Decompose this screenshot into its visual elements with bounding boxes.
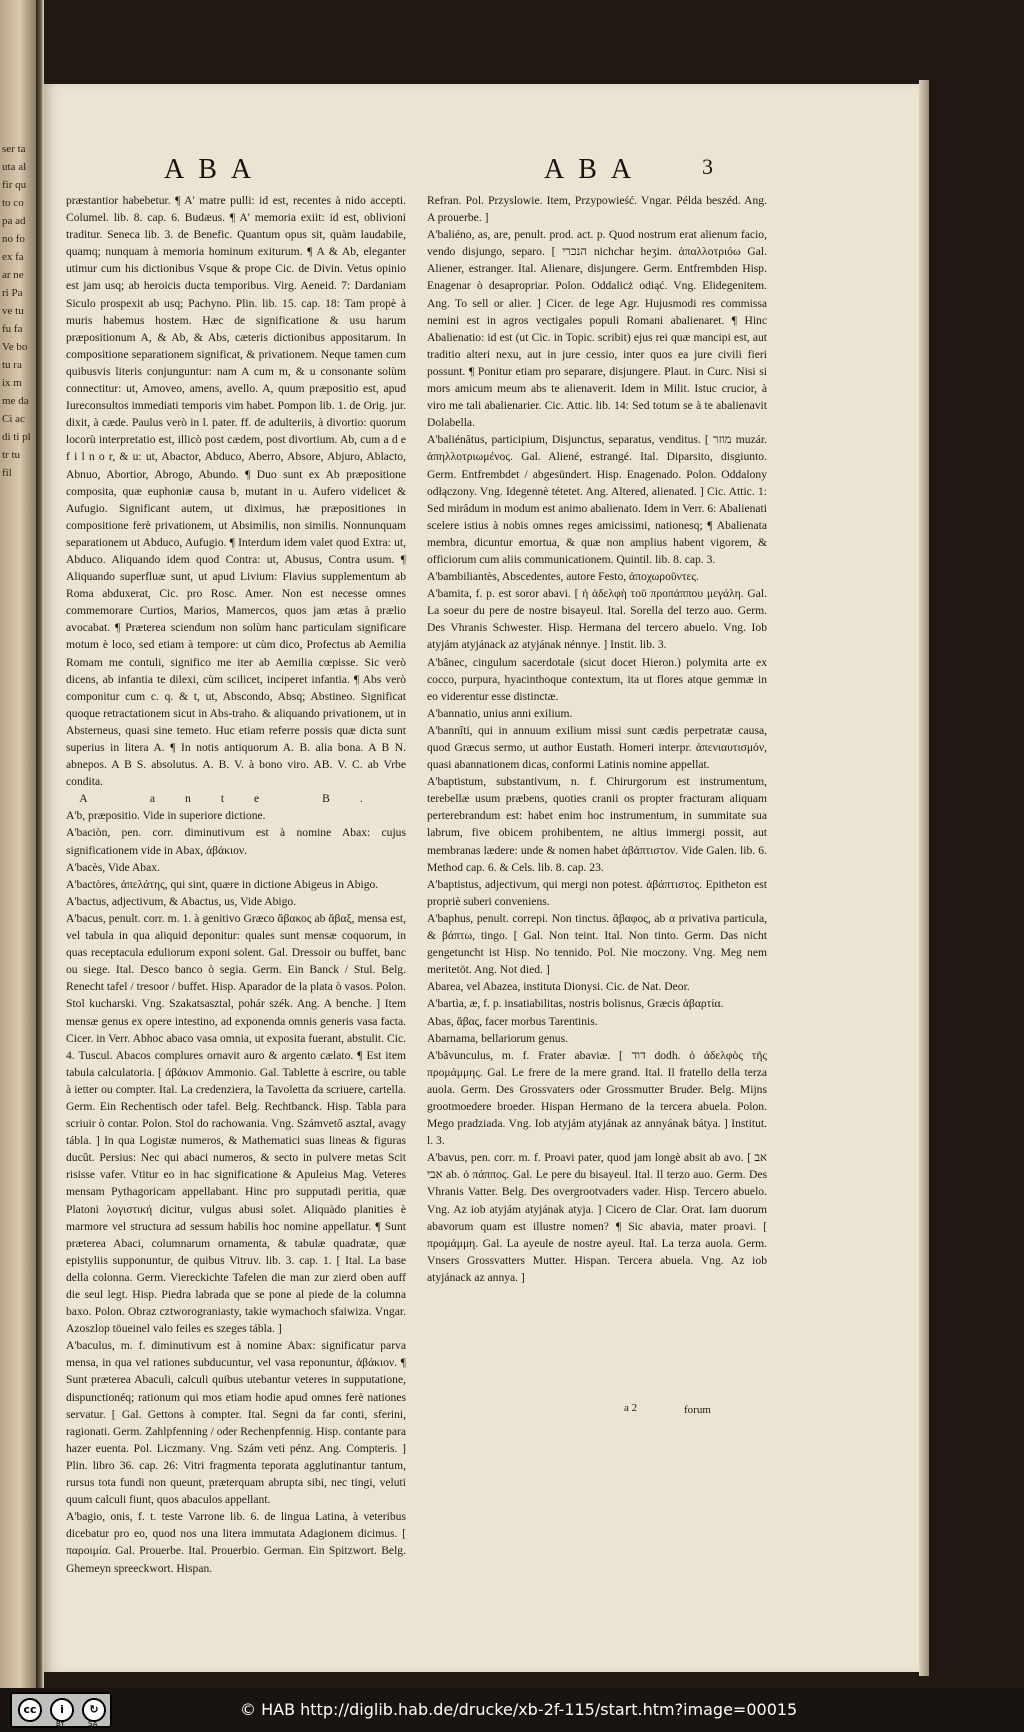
right-entry: Refran. Pol. Przyslowie. Item, Przypowieść. Vngar. Példa beszéd. Ang. A prouerbe. ] — [427, 194, 767, 225]
right-entry: A'bambiliantès, Abscedentes, autore Festo, ἀποχωροῦντες. — [427, 570, 699, 584]
right-entry: A'bânec, cingulum sacerdotale (sicut docet Hieron.) polymita arte ex cocco, purpura, hyacinthoque contextum, ita ut flores atque gemmæ in eo viderentur esse distinctæ. — [427, 655, 767, 703]
left-entry: A'baciòn, pen. corr. diminutivum est à nomine Abax: cujus significationem vide in Abax, ἀβάκιον. — [66, 826, 406, 857]
previous-page-fragments: ser ta uta al fir qu to co pa ad no fo ex fa ar ne ri Pa ve tu fu fa Ve bo tu ra ix m me da Ci ac di ti pl tr tu fil — [2, 143, 31, 479]
right-entry: A'baptistus, adjectivum, qui mergi non potest. ἀβάπτιστος. Epitheton est propriè suberi conveniens. — [427, 877, 767, 908]
section-divider: A ante B. — [79, 792, 393, 806]
book-page — [44, 84, 919, 1672]
page-number: 3 — [702, 154, 713, 179]
left-entry: A'bactòres, ἀπελάτης, qui sint, quære in dictione Abigeus in Abigo. — [66, 877, 379, 891]
right-entry: A'baphus, penult. correpi. Non tinctus. ἄβαφος, ab α privativa particula, & βάπτω, tingo. [ Gal. Non teint. Ital. Non tinto. Germ. Das nicht gengetuncht ist Hisp. No tennido. Pol. Nie moczony. Vng. Meg nem meritetöt. Ang. Not died. ] — [427, 911, 767, 977]
right-entry: A'baliéno, as, are, penult. prod. act. p. Quod nostrum erat alienum facio, vendo disjungo, separo. [ הנכרי nichchar heʒim. ἀπαλλοτριόω Gal. Aliener, estranger. Ital. Alienare, disjungere. Germ. Entfrembden Hisp. Enagenar ò desapropriar. Polon. Oddalicż odiąć. Vng. Elidegenitem. Ang. To sell or alier. ] Cicer. de lege Agr. Hujusmodi res commissa nemini est in agros vectigales populi Romani abalienaret. ¶ Hinc Abalienatio: id est (ut Cic. in Topic. scribit) ejus rei quæ mancipi est, aut traditio alteri nexu, aut in jure cessio, inter quos ea jure civili fieri possunt. ¶ Ponitur etiam pro separare, disjungere. Plaut. in Curc. Nisi si mors amicum meum abs te alienaverit. Idem in Milit. Istuc crucior, à viro me tali abalienarier. Cic. Attic. lib. 14: Sed totum se à te abalienavit Dolabella. — [427, 228, 767, 430]
share-alike-icon: ↻ — [82, 1698, 106, 1722]
right-entry: A'bannatio, unius anni exilium. — [427, 706, 573, 720]
left-entry: A'bacus, penult. corr. m. 1. à genitivo Græco ἄβακος ab ἄβαξ, mensa est, vel tabula in qua aliquid deponitur: quales sunt mensæ coquorum, in quas receptacula eduliorum exponi solent. Gal. Dressoir ou buffet, banc ou siege. Ital. Desco banco ò segia. Germ. Ein Banck / Stul. Belg. Renecht tafel / tresoor / buffet. Hisp. Aparador de la plata ò vasos. Polon. Stol kucharski. Vng. Szakatsasztal, pohár szék. Ang. A benche. ] Item mensæ genus ex opere intestino, ad exponenda omnis generis vasa facta. Cicer. in Verr. Abhoc abaco vasa omnia, ut exposita fuerant, abstulit. Cic. 4. Tuscul. Abacos complures ornavit auro & argento cælato. ¶ Est item tabula calculatoria. [ ἀβάκιον Ammonio. Gal. Tablette à escrire, ou table à ietter ou compter. Ital. La credenziera, la Tavoletta da scriuere, cartella. Germ. Ein Rechentisch oder tafel. Belg. Rechtbanck. Hisp. Tabla para scriuir ò contar. Polon. Stol do rachowania. Vng. Számvető asztal, avagy tábla. ] In qua Logistæ numeros, & Mathematici suas lineas & figuras ducût. Persius: Nec qui abaci numeros, & secto in pulvere metas Scit risisse vafer. Vtitur eo in hac significatione & Apuleius Mag. Veteres mensam Pythagoricam appellabant. Hinc pro supputadi peritia, quæ Platoni λογιστική dicitur, vulgus abusi solet. Aliquàdo planities è marmore vel structura ad sessum habilis hoc nomine appellatur. ¶ Sunt præterea Abaci, columnarum ornamenta, & tabulæ quadratæ, quæ epistyliis supponuntur, de quibus Vitruv. lib. 3. cap. 1. [ Ital. La base della colonna. Germ. Viereckichte Tafelen die man zur zierd oben auff die seul legt. Hisp. Piedra labrada que se pone al piede de la columna baxo. Polon. Obraz cztworograniasty, takie wymachoch sfaiwiza. Vngar. Azoszlop töueinel valo feiles es szeges tábla. ] — [66, 911, 406, 1336]
left-entry: A'bagio, onis, f. t. teste Varrone lib. 6. de lingua Latina, à veteribus dicebatur pro eo, quod nos una litera immutata Adagionem dicimus. [ παροιμία. Gal. Prouerbe. Ital. Prouerbio. German. Ein Spitzwort. Belg. Ghemeyn spreeckwort. Hispan. — [66, 1510, 406, 1575]
left-column — [66, 192, 406, 1592]
left-entry: præstantior habebetur. ¶ A' matre pulli: id est, recentes à nido accepti. Columel. lib. 8. cap. 6. Budæus. ¶ A' memoria exiit: id est, oblivioni traditur. Seneca lib. 3. de Benefic. Quantum opus sit, quàm laudabile, quamq; nunquam à memoria hominum exiturum. ¶ A & Ab, eleganter utimur cum his dictionibus Vsque & prope Cic. de Divin. Vetus opinio est jam usq; ab heroicis ducta temporibus. Virg. Aeneid. 7: Dardaniam Siculo prospexit ab usq; Pachyno. Plin. lib. 15. cap. 18: Tam propè à muris habemus hostem. Hæc de significatione & usu harum præpositionum A, & Ab, & Abs, cæteris dictionibus appositarum. In compositione separationem significat, & privationem. Neque tamen cum quibusvis literis conjunguntur: nam A cum m, & u consonante solùm connectitur: ut, Amoveo, amens, avello. A, quum præpositio est, apud Iureconsultos immediati temporis vim habet. Pompon lib. 1. de Orig. jur. dixit, à cæde. Paulus verò in l. pater. ff. de adulteriis, à divortio: quorum locorù interpretatio est, illicò post cædem, post divortium. Ab, cum a d e f i l n o r, & u: ut, Abactor, Abduco, Aberro, Absore, Abjuro, Ablacto, Abnuo, Abortior, Abrogo, Abundo. ¶ Duo sunt ex Ab præpositione composita, quæ euphoniæ causa b, mutant in u. Aufero videlicet & Aufugio. Significant autem, ut diximus, hæ præpositiones in compositione ferè privationem, ut Absimilis, non similis. Nonnunquam separationem ut Abduco, Aufugio. ¶ Interdum idem valet quod Extra: ut, Abduco. Aliquando idem quod Contra: ut, Abusus, Contra usum. ¶ Aliquando superfluæ sunt, ut apud Livium: Flavius supplementum ab Roma abduxerat, Cic. pro Rosc. Amer. Non est necesse omnes commemorare Curtios, Marios, Mamercos, quos jam ætas à prælio avocabat. ¶ Præterea sciendum non solùm hanc particulam significare motum è loco, sed etiam à tempore: ut cùm dico, Profectus ab Aemilia Romam me contuli, significo me iter ab Aemilia cœpisse. Sic verò dicens, ab infantia te dilexi, cùm scilicet, inciperet infantia. ¶ Abs verò componitur cum c. q. & t, ut, Abscondo, Absq; Abstineo. Significat quoque retractationem sicut in Abs-traho. & aliquando privationem, ut in Absterneus, quasi sine temeto. Huc etiam referre possis quæ dicta sunt superius in litera A. ¶ In notis antiquorum A. B. alia bona. A B N. abnepos. A B S. absolutus. A. B. V. à bono viro. AB. V. C. ab Vrbe condita. — [66, 194, 406, 789]
signature-mark: a 2 — [624, 1402, 638, 1414]
right-entry: Abas, ἄβας, facer morbus Tarentinis. — [427, 1014, 598, 1028]
book-spine — [36, 0, 44, 1688]
right-entry: A'bavus, pen. corr. m. f. Proavi pater, quod jam longè absit ab avo. [ אב אבי ab. ὁ πάππος. Gal. Le pere du bisayeul. Ital. Il terzo auo. Germ. Des Vhranis Vatter. Belg. Des overgrootvaders vader. Hisp. Tercero abuelo. Vng. Az iob atyjám atyjának atyja. ] Cicero de Clar. Orat. Iam duorum abavorum quam est illustre nomen? ¶ Sic abavia, mater proavi. [ προμάμμη. Gal. La ayeule de nostre ayeul. Ital. La terza auola. Germ. Vnsers Grossvatters Mutter. Hispan. Tercera abuela. Vng. Az iob atyjánack az annya. ] — [427, 1151, 767, 1284]
left-entry: A'bactus, adjectivum, & Abactus, us, Vide Abigo. — [66, 894, 297, 908]
left-entry: A'bacès, Vide Abax. — [66, 860, 160, 874]
by-person-icon: i — [50, 1698, 74, 1722]
right-entry: A'baptistum, substantivum, n. f. Chirurgorum est instrumentum, terebellæ usum præbens, quoties cranii os propter fracturam aliquam perterebrandum est: habet enim hoc instrumentum, in summitate sua labrum, five obicem prohibentem, ne altius immergi possit, aut membranas lædere: unde & nomen habet ἀβάπτιστον. Vide Galen. lib. 6. Method cap. 6. & Cels. lib. 8. cap. 23. — [427, 775, 767, 874]
running-head-right: ABA — [544, 154, 646, 185]
running-head-left: ABA — [164, 154, 266, 185]
left-entry: A'b, præpositio. Vide in superiore dictione. — [66, 809, 266, 823]
right-entry: A'baliénâtus, participium, Disjunctus, separatus, venditus. [ מוזר muzár. ἀπηλλοτριωμένος. Gal. Aliené, estrangé. Ital. Diparsito, disgiunto. Germ. Entfrembdet / abgesündert. Hisp. Enagenado. Polon. Oddalony odłączony. Vng. Idegennè tétetet. Ang. Altered, alienated. ] Cic. Attic. 1: Sed mirâdum in modum est animo abalienato. Idem in Verr. 6: Abalienati scelere istius à nobis omnes reges amicissimi, nationesq; ¶ Abalienata membra, dicuntur emortua, & quæ non amplius habent vigorem, & officiorum cum aliis communicationem. Quintil. lib. 8. cap. 3. — [427, 433, 767, 566]
footer-bar — [0, 1688, 1024, 1732]
right-entry: A'bartìa, æ, f. p. insatiabilitas, nostris bolisnus, Græcis ἀβαρτία. — [427, 997, 724, 1011]
right-entry: A'bannîti, qui in annuum exilium missi sunt cædis perpetratæ causa, quod Græcus sermo, ut author Eustath. Homeri interpr. ἀπενιαυτισμόν, quasi abannationem dicas, conformi Latinis nomine appellat. — [427, 723, 767, 772]
source-link[interactable]: © HAB http://diglib.hab.de/drucke/xb-2f-115/start.htm?image=00015 — [240, 1700, 798, 1719]
license-label-sa: SA — [88, 1720, 98, 1728]
right-entry: A'bamita, f. p. est soror abavi. [ ἡ ἀδελφὴ τοῦ προπάππου μεγάλη. Gal. La soeur du pere de nostre bisayeul. Ital. Sorella del terzo auo. Germ. Des Vhranis Schwester. Hisp. Hermana del tercero abuelo. Vng. Iob atyjám atyjánack az atyjának nénnye. ] Instit. lib. 3. — [427, 587, 767, 652]
right-entry: Abarea, vel Abazea, instituta Dionysi. Cic. de Nat. Deor. — [427, 980, 690, 994]
license-label-by: BY — [56, 1720, 65, 1728]
right-entry: Abarnama, bellariorum genus. — [427, 1031, 569, 1045]
catchword: forum — [684, 1404, 711, 1416]
right-entry: A'bâvunculus, m. f. Frater abaviæ. [ דוד dodh. ὁ ἀδελφὸς τῆς προμάμμης. Gal. Le frere de la mere grand. Ital. Il fratello della terza auola. Germ. Des Grossvaters oder Grossmutter Bruder. Belg. Mijns grootmoedere broeder. Hispan Hermano de la tercera abuela. Polon. Mego pradziada. Vng. Iob atyjám atyjának az annyának bátya. ] Institut. l. 3. — [427, 1048, 767, 1148]
cc-icon: cc — [18, 1698, 42, 1722]
left-entry: A'baculus, m. f. diminutivum est à nomine Abax: significatur parva mensa, in qua vel rationes subducuntur, vel vasa reponuntur, ἀβάκιον. ¶ Sunt præterea Abaculi, calculi quibus utebantur veteres in supputatione, dispunctionéq; rationum qui mos etiam hodie apud omnes ferè nationes servatur. [ Gal. Gettons à compter. Ital. Segni da far conti, sferini, ragionati. Germ. Zahlpfenning / oder Rechenpfennig. Hisp. contante para hazer euenta. Pol. Liczmany. Vng. Szám veti pénz. Ang. Compteris. ] Plin. libro 36. cap. 26: Vitri fragmenta teporata agglutinantur tantum, rursus tota fundi non queunt, præterquam abrupta sibi, nec tingi, veluti quum calculi fiunt, quos abaculos appellant. — [66, 1339, 406, 1507]
cc-license-badge[interactable] — [10, 1692, 112, 1728]
previous-page-edge — [0, 0, 36, 1688]
page-fore-edge — [919, 80, 929, 1676]
right-column — [427, 192, 767, 1402]
